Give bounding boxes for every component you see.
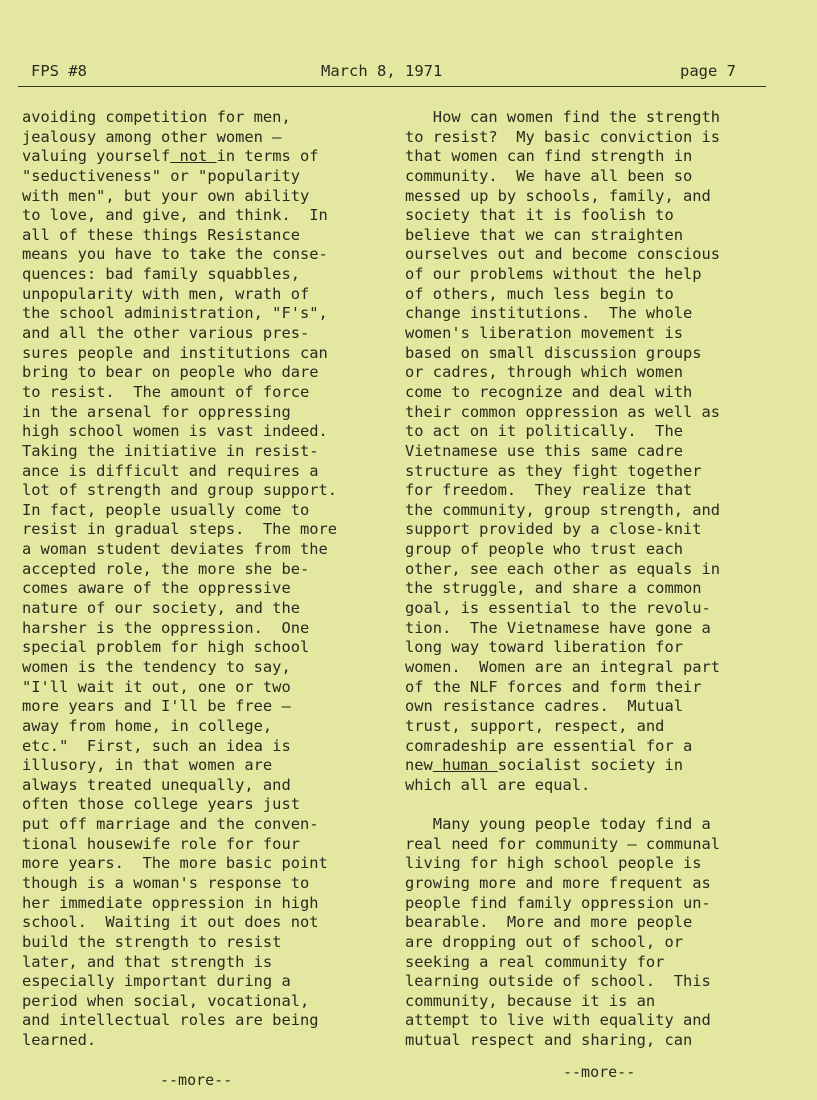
page-header bbox=[0, 62, 817, 82]
text-line: a woman student deviates from the bbox=[22, 540, 328, 559]
text-line: new human socialist society in bbox=[405, 756, 684, 775]
text-line: mutual respect and sharing, can bbox=[405, 1031, 693, 1050]
text-line: comradeship are essential for a bbox=[405, 736, 693, 755]
text-line: "I'll wait it out, one or two bbox=[22, 677, 291, 696]
text-line: later, and that strength is bbox=[22, 952, 273, 971]
text-line: structure as they fight together bbox=[405, 461, 702, 480]
text-line: are dropping out of school, or bbox=[405, 932, 683, 951]
text-line: jealousy among other women — bbox=[22, 127, 282, 146]
text-line: people find family oppression un- bbox=[405, 893, 711, 912]
text-line: messed up by schools, family, and bbox=[405, 186, 711, 205]
text-line: etc." First, such an idea is bbox=[22, 736, 291, 755]
text-line: "seductiveness" or "popularity bbox=[22, 166, 300, 185]
right-column bbox=[405, 108, 800, 1051]
text-line: support provided by a close-knit bbox=[405, 520, 702, 539]
text-line: their common oppression as well as bbox=[405, 402, 721, 421]
text-line: especially important during a bbox=[22, 972, 291, 991]
continued-marker-right: --more-- bbox=[563, 1063, 636, 1081]
text-line: her immediate oppression in high bbox=[22, 893, 319, 912]
text-line: of our problems without the help bbox=[405, 265, 702, 284]
paragraph-gap bbox=[405, 795, 800, 815]
text-line: put off marriage and the conven- bbox=[22, 815, 319, 834]
text-line: in the arsenal for oppressing bbox=[22, 402, 291, 421]
text-line: Vietnamese use this same cadre bbox=[405, 441, 683, 460]
text-line: ourselves out and become conscious bbox=[405, 245, 721, 264]
issue-date: March 8, 1971 bbox=[321, 62, 443, 80]
text-line: to act on it politically. The bbox=[405, 422, 683, 441]
text-line: own resistance cadres. Mutual bbox=[405, 697, 683, 716]
text-line: living for high school people is bbox=[405, 854, 702, 873]
text-line: In fact, people usually come to bbox=[22, 500, 310, 519]
text-line: to resist. The amount of force bbox=[22, 382, 310, 401]
text-line: Taking the initiative in resist- bbox=[22, 441, 319, 460]
text-line: group of people who trust each bbox=[405, 540, 683, 559]
text-line: real need for community — communal bbox=[405, 834, 721, 853]
text-line: How can women find the strength bbox=[405, 108, 721, 126]
text-line: for freedom. They realize that bbox=[405, 481, 693, 500]
text-line: comes aware of the oppressive bbox=[22, 579, 291, 598]
text-line: special problem for high school bbox=[22, 638, 310, 657]
text-line: nature of our society, and the bbox=[22, 599, 300, 618]
text-line: trust, support, respect, and bbox=[405, 716, 665, 735]
text-line: of the NLF forces and form their bbox=[405, 677, 702, 696]
publication-number: FPS #8 bbox=[31, 62, 87, 80]
text-line: sures people and institutions can bbox=[22, 343, 328, 362]
text-line: growing more and more frequent as bbox=[405, 873, 711, 892]
text-line: means you have to take the conse- bbox=[22, 245, 328, 264]
header-rule bbox=[18, 86, 766, 87]
text-line: believe that we can straighten bbox=[405, 225, 683, 244]
text-line: community. We have all been so bbox=[405, 166, 693, 185]
text-line: with men", but your own ability bbox=[22, 186, 310, 205]
left-column bbox=[22, 108, 382, 1051]
text-line: high school women is vast indeed. bbox=[22, 422, 328, 441]
text-line: avoiding competition for men, bbox=[22, 108, 291, 126]
text-line: often those college years just bbox=[22, 795, 300, 814]
text-line: more years and I'll be free — bbox=[22, 697, 291, 716]
page-number: page 7 bbox=[680, 62, 736, 80]
text-line: which all are equal. bbox=[405, 775, 591, 794]
text-line: goal, is essential to the revolu- bbox=[405, 599, 711, 618]
text-line: illusory, in that women are bbox=[22, 756, 273, 775]
text-line: build the strength to resist bbox=[22, 932, 282, 951]
text-line: learning outside of school. This bbox=[405, 972, 711, 991]
text-line: ance is difficult and requires a bbox=[22, 461, 319, 480]
text-line: unpopularity with men, wrath of bbox=[22, 284, 310, 303]
text-line: tion. The Vietnamese have gone a bbox=[405, 618, 711, 637]
text-line: away from home, in college, bbox=[22, 716, 273, 735]
text-line: school. Waiting it out does not bbox=[22, 913, 319, 932]
text-line: always treated unequally, and bbox=[22, 775, 291, 794]
continued-marker-left: --more-- bbox=[160, 1071, 233, 1089]
text-line: and intellectual roles are being bbox=[22, 1011, 319, 1030]
text-line: come to recognize and deal with bbox=[405, 382, 693, 401]
text-line: society that it is foolish to bbox=[405, 206, 674, 225]
text-line: and all the other various pres- bbox=[22, 324, 310, 343]
text-line: learned. bbox=[22, 1031, 97, 1050]
text-line: attempt to live with equality and bbox=[405, 1011, 711, 1030]
text-line: more years. The more basic point bbox=[22, 854, 328, 873]
text-line: tional housewife role for four bbox=[22, 834, 300, 853]
text-line: community, because it is an bbox=[405, 991, 656, 1010]
text-line: all of these things Resistance bbox=[22, 225, 300, 244]
text-line: or cadres, through which women bbox=[405, 363, 683, 382]
text-line: that women can find strength in bbox=[405, 147, 693, 166]
text-line: though is a woman's response to bbox=[22, 873, 310, 892]
text-line: other, see each other as equals in bbox=[405, 559, 721, 578]
text-line: the school administration, "F's", bbox=[22, 304, 328, 323]
text-line: bring to bear on people who dare bbox=[22, 363, 319, 382]
text-line: women is the tendency to say, bbox=[22, 657, 291, 676]
text-line: change institutions. The whole bbox=[405, 304, 693, 323]
text-line: of others, much less begin to bbox=[405, 284, 674, 303]
text-line: women. Women are an integral part bbox=[405, 657, 721, 676]
text-line: lot of strength and group support. bbox=[22, 481, 338, 500]
text-line: Many young people today find a bbox=[405, 815, 711, 834]
text-line: seeking a real community for bbox=[405, 952, 665, 971]
text-line: women's liberation movement is bbox=[405, 324, 683, 343]
text-line: the struggle, and share a common bbox=[405, 579, 702, 598]
text-line: accepted role, the more she be- bbox=[22, 559, 310, 578]
text-line: long way toward liberation for bbox=[405, 638, 683, 657]
text-line: period when social, vocational, bbox=[22, 991, 310, 1010]
text-line: to resist? My basic conviction is bbox=[405, 127, 721, 146]
text-line: harsher is the oppression. One bbox=[22, 618, 310, 637]
text-line: valuing yourself not in terms of bbox=[22, 147, 319, 166]
text-line: based on small discussion groups bbox=[405, 343, 702, 362]
text-line: quences: bad family squabbles, bbox=[22, 265, 300, 284]
text-line: to love, and give, and think. In bbox=[22, 206, 328, 225]
text-line: bearable. More and more people bbox=[405, 913, 693, 932]
text-line: resist in gradual steps. The more bbox=[22, 520, 338, 539]
text-line: the community, group strength, and bbox=[405, 500, 721, 519]
